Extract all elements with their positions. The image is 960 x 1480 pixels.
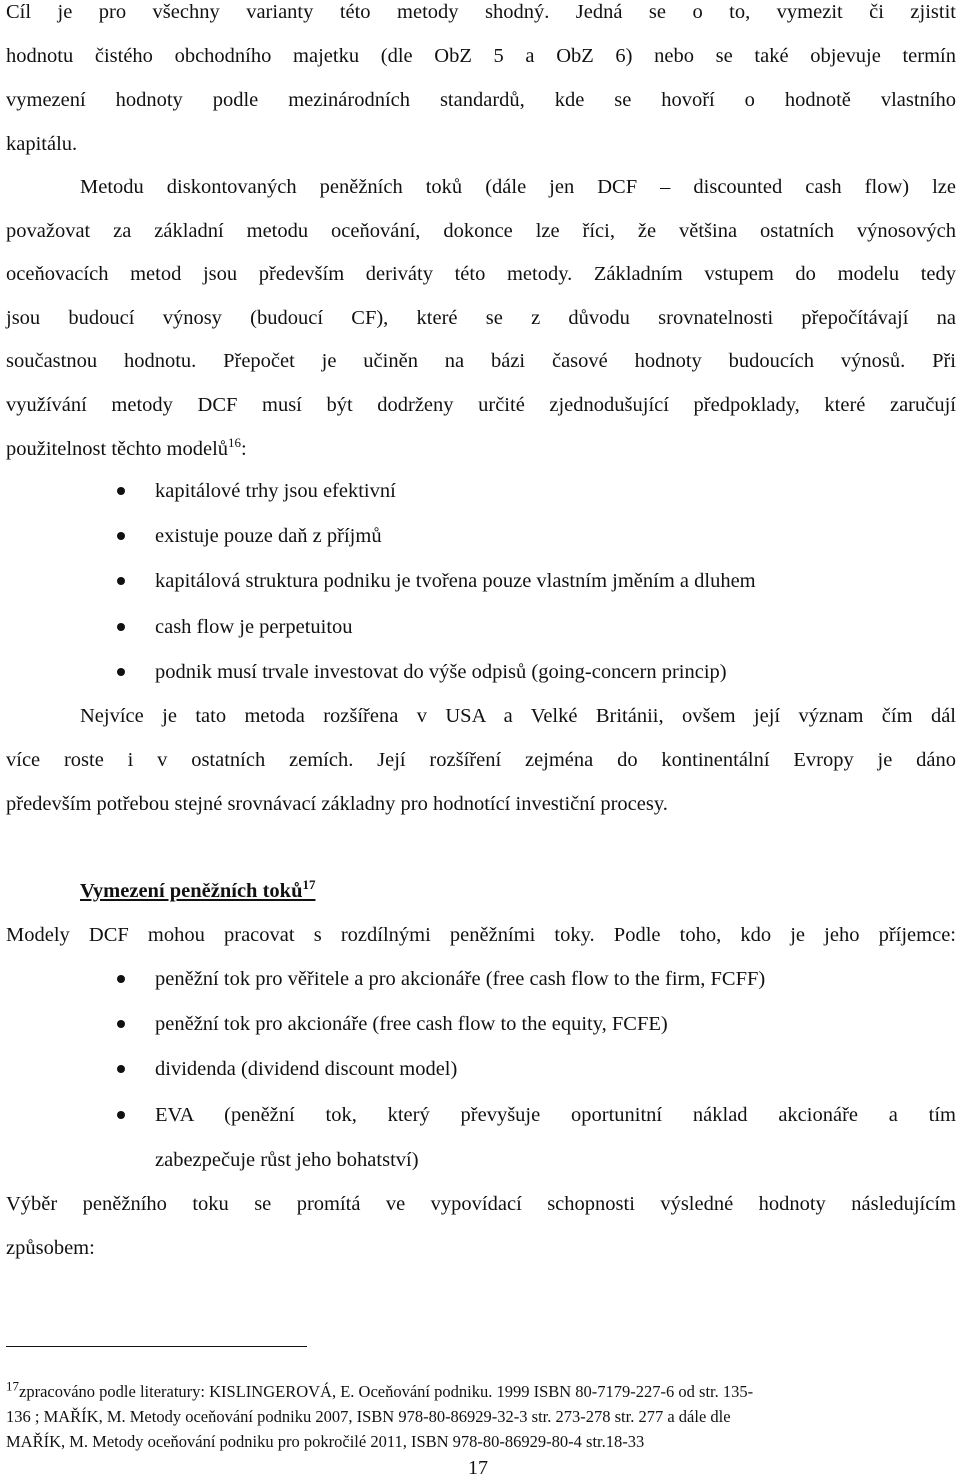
paragraph-text: : <box>241 438 247 460</box>
list-item: cash flow je perpetuitou <box>155 616 353 638</box>
footnote-ref: 17 <box>302 877 316 893</box>
paragraph-line: způsobem: <box>6 1237 95 1259</box>
paragraph-line: hodnotu čistého obchodního majetku (dle ObZ 5 a ObZ 6) nebo se také objevuje termín <box>6 45 956 67</box>
paragraph-line: především potřebou stejné srovnávací základny pro hodnotící investiční procesy. <box>6 793 668 815</box>
bullet-icon <box>117 1111 125 1119</box>
heading-text: Vymezení peněžních toků <box>80 880 303 902</box>
paragraph-line <box>6 437 956 461</box>
paragraph-line: využívání metody DCF musí být dodrženy určité zjednodušující předpoklady, které zaručují <box>6 394 956 416</box>
bullet-icon <box>117 668 125 676</box>
paragraph-line: Metodu diskontovaných peněžních toků (dále jen DCF – discounted cash flow) lze <box>80 176 956 198</box>
footnote-text: zpracováno podle literatury: KISLINGEROVÁ, E. Oceňování podniku. 1999 ISBN 80-7179-227-6 od str. 135- <box>19 1382 754 1401</box>
list-item: podnik musí trvale investovat do výše odpisů (going-concern princip) <box>155 661 727 683</box>
paragraph-line: vymezení hodnoty podle mezinárodních standardů, kde se hovoří o hodnotě vlastního <box>6 89 956 111</box>
paragraph-line: Cíl je pro všechny varianty této metody shodný. Jedná se o to, vymezit či zjistit <box>6 1 956 23</box>
page-number: 17 <box>468 1457 488 1479</box>
bullet-icon <box>117 1065 125 1073</box>
paragraph-line: Výběr peněžního toku se promítá ve vypovídací schopnosti výsledné hodnoty následujícím <box>6 1193 956 1215</box>
footnote-line <box>6 1378 954 1402</box>
paragraph-line: součastnou hodnotu. Přepočet je učiněn na bázi časové hodnoty budoucích výnosů. Při <box>6 350 956 372</box>
list-item: dividenda (dividend discount model) <box>155 1058 458 1080</box>
bullet-icon <box>117 577 125 585</box>
bullet-icon <box>117 623 125 631</box>
list-item: existuje pouze daň z příjmů <box>155 525 382 547</box>
footnote-line: MAŘÍK, M. Metody oceňování podniku pro pokročilé 2011, ISBN 978-80-86929-80-4 str.18-33 <box>6 1432 645 1451</box>
list-item-continuation: zabezpečuje růst jeho bohatství) <box>155 1149 419 1171</box>
paragraph-line: více roste i v ostatních zemích. Její rozšíření zejména do kontinentální Evropy je dáno <box>6 749 956 771</box>
section-heading <box>80 879 315 903</box>
paragraph-line: kapitálu. <box>6 133 78 155</box>
list-item: peněžní tok pro akcionáře (free cash flow to the equity, FCFE) <box>155 1013 668 1035</box>
paragraph-line: jsou budoucí výnosy (budoucí CF), které se z důvodu srovnatelnosti přepočítávají na <box>6 307 956 329</box>
list-item: kapitálové trhy jsou efektivní <box>155 480 396 502</box>
footnote-number: 17 <box>6 1378 19 1394</box>
bullet-icon <box>117 487 125 495</box>
footnote-divider <box>6 1346 307 1347</box>
list-item: kapitálová struktura podniku je tvořena pouze vlastním jměním a dluhem <box>155 570 756 592</box>
bullet-icon <box>117 1020 125 1028</box>
bullet-icon <box>117 532 125 540</box>
paragraph-line: oceňovacích metod jsou především deriváty této metody. Základním vstupem do modelu tedy <box>6 263 956 285</box>
bullet-icon <box>117 975 125 983</box>
footnote-ref: 16 <box>228 435 242 451</box>
paragraph-line: považovat za základní metodu oceňování, dokonce lze říci, že většina ostatních výnosových <box>6 220 956 242</box>
paragraph-line: Modely DCF mohou pracovat s rozdílnými peněžními toky. Podle toho, kdo je jeho příjemce: <box>6 924 956 946</box>
footnote-line: 136 ; MAŘÍK, M. Metody oceňování podniku 2007, ISBN 978-80-86929-32-3 str. 273-278 str. 277 a dále dle <box>6 1407 731 1426</box>
list-item: peněžní tok pro věřitele a pro akcionáře (free cash flow to the firm, FCFF) <box>155 968 766 990</box>
list-item: EVA (peněžní tok, který převyšuje oportunitní náklad akcionáře a tím <box>155 1104 956 1126</box>
paragraph-text: použitelnost těchto modelů <box>6 438 229 460</box>
paragraph-line: Nejvíce je tato metoda rozšířena v USA a Velké Británii, ovšem její význam čím dál <box>80 705 956 727</box>
